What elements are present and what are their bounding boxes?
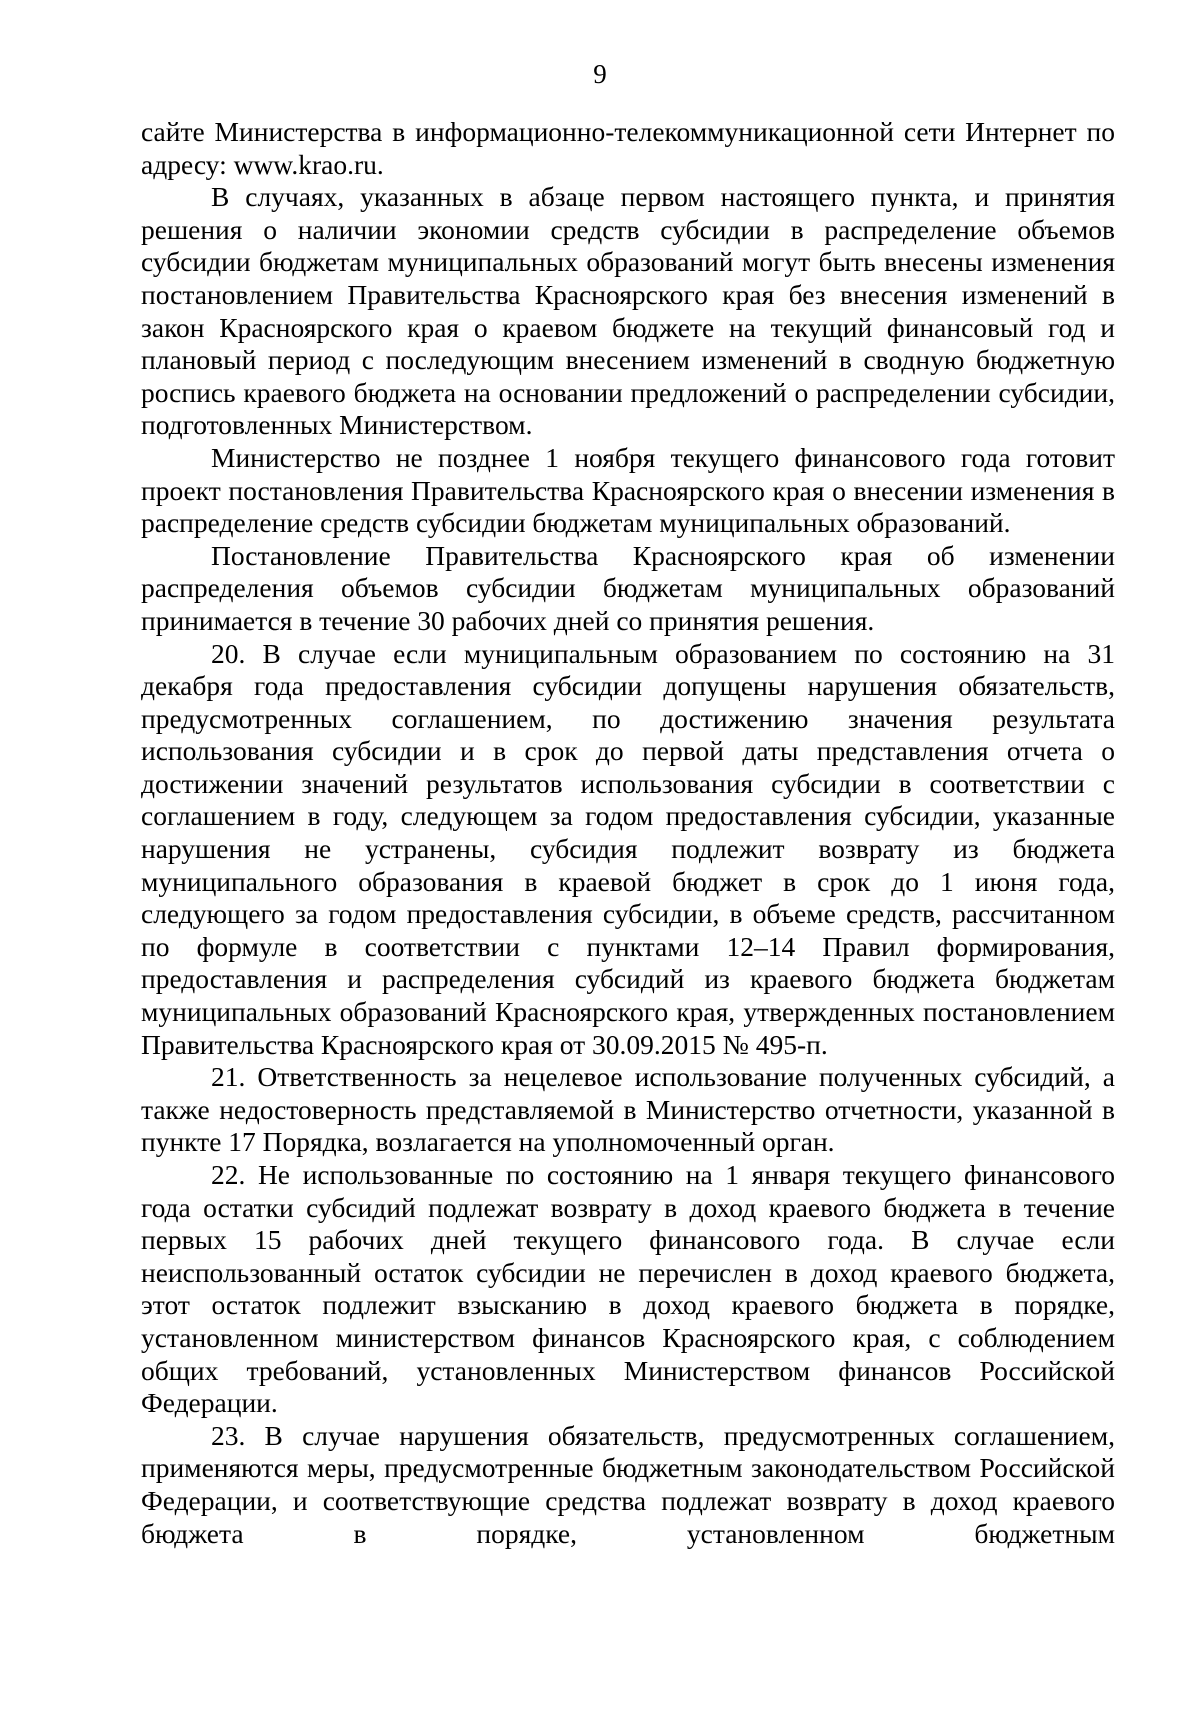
document-body	[141, 116, 1115, 1550]
paragraph-savings-distribution: В случаях, указанных в абзаце первом настоящего пункта, и принятия решения о наличии экономии средств субсидии в распределение объемов субсидии бюджетам муниципальных образований могут быть внесены изменения постановлением Правительства Красноярского края без внесения изменений в закон Красноярского края о краевом бюджете на текущий финансовый год и плановый период с последующим внесением изменений в сводную бюджетную роспись краевого бюджета на основании предложений о распределении субсидии, подготовленных Министерством.	[141, 181, 1115, 441]
paragraph-item-23: 23. В случае нарушения обязательств, предусмотренных соглашением, применяются меры, предусмотренные бюджетным законодательством Российской Федерации, и соответствующие средства подлежат возврату в доход краевого бюджета в порядке, установленном бюджетным	[141, 1419, 1115, 1549]
paragraph-item-20: 20. В случае если муниципальным образованием по состоянию на 31 декабря года предоставления субсидии допущены нарушения обязательств, предусмотренных соглашением, по достижению значения результата использования субсидии и в срок до первой даты представления отчета о достижении значений результатов использования субсидии в соответствии с соглашением в году, следующем за годом предоставления субсидии, указанные нарушения не устранены, субсидия подлежит возврату из бюджета муниципального образования в краевой бюджет в срок до 1 июня года, следующего за годом предоставления субсидии, в объеме средств, рассчитанном по формуле в соответствии с пунктами 12–14 Правил формирования, предоставления и распределения субсидий из краевого бюджета бюджетам муниципальных образований Красноярского края, утвержденных постановлением Правительства Красноярского края от 30.09.2015 № 495-п.	[141, 637, 1115, 1060]
paragraph-ministry-deadline: Министерство не позднее 1 ноября текущего финансового года готовит проект постановления Правительства Красноярского края о внесении изменения в распределение средств субсидии бюджетам муниципальных образований.	[141, 441, 1115, 539]
paragraph-item-21: 21. Ответственность за нецелевое использование полученных субсидий, а также недостоверность представляемой в Министерство отчетности, указанной в пункте 17 Порядка, возлагается на уполномоченный орган.	[141, 1061, 1115, 1158]
paragraph-resolution-adoption: Постановление Правительства Красноярского края об изменении распределения объемов субсидии бюджетам муниципальных образований принимается в течение 30 рабочих дней со принятия решения.	[141, 539, 1115, 636]
paragraph-item-22: 22. Не использованные по состоянию на 1 января текущего финансового года остатки субсидий подлежат возврату в доход краевого бюджета в течение первых 15 рабочих дней текущего финансового года. В случае если неиспользованный остаток субсидии не перечислен в доход краевого бюджета, этот остаток подлежит взысканию в доход краевого бюджета в порядке, установленном министерством финансов Красноярского края, с соблюдением общих требований, установленных Министерством финансов Российской Федерации.	[141, 1159, 1115, 1419]
page-number: 9	[593, 59, 607, 89]
paragraph-continuation: сайте Министерства в информационно-телекоммуникационной сети Интернет по адресу: www.krao.ru.	[141, 116, 1115, 180]
